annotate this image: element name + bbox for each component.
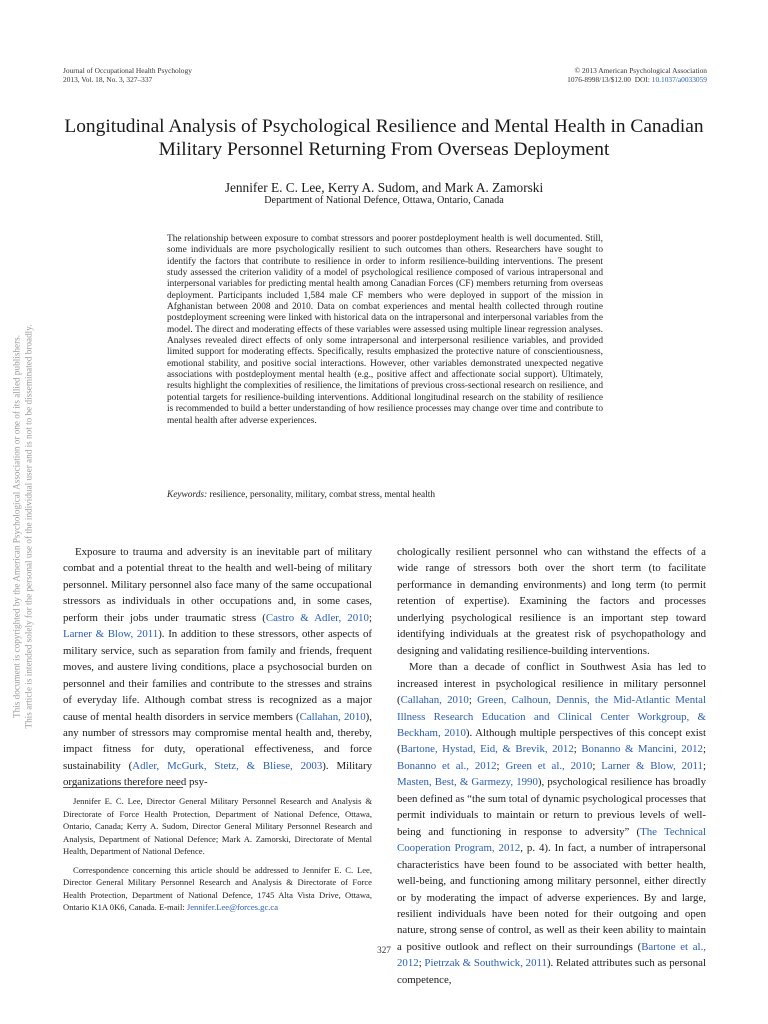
intro-paragraph-1 (63, 544, 372, 791)
author-affiliation: Department of National Defence, Ottawa, Ontario, Canada (264, 195, 504, 206)
citation-link[interactable]: Masten, Best, & Garmezy, 1990 (397, 776, 538, 789)
intro-paragraph-continued: chologically resilient personnel who can withstand the effects of a wide range of stressors both over the short term (to facilitate performance in demanding environments) and long term (to permit retention of expertise). Examining the factors and processes underlying psychological resilience is an important step toward identifying individuals at the greatest risk of psychopathology and designing and validating resilience-building interventions. (397, 546, 706, 657)
citation-link[interactable]: Callahan, 2010 (400, 694, 469, 707)
citation-link[interactable]: The Technical Cooperation Program, 2012 (397, 825, 706, 855)
text-run: ), any number of stressors may compromise mental health and, thereby, impact fitness for duty, operational effectiveness, and force sustainability ( (63, 710, 372, 772)
text-run: ; (496, 759, 506, 772)
citation-link[interactable]: Green et al., 2010 (505, 759, 593, 772)
citation-link[interactable]: Bartone et al., 2012 (397, 940, 706, 970)
issn-price: 1076-8998/13/$12.00 (567, 74, 631, 84)
body-column-left (63, 544, 372, 791)
citation-link[interactable]: Larner & Blow, 2011 (601, 759, 703, 772)
correspondence-text: Correspondence concerning this article should be addressed to Jennifer E. C. Lee, Director General Military Personnel Research and Analysis & Directorate of Force Health Protection, Department of National Defence, 1745 Alta Vista Drive, Ottawa, Ontario K1A 0K6, Canada. E-mail: (63, 864, 372, 912)
copyright-line: © 2013 American Psychological Association (574, 66, 707, 75)
citation-link[interactable]: Pietrzak & Southwick, 2011 (424, 957, 547, 970)
citation-link[interactable]: Castro & Adler, 2010 (265, 611, 369, 624)
body-column-right (397, 544, 706, 988)
citation-link[interactable]: Green, Calhoun, Dennis, the Mid-Atlantic Mental Illness Research Education and Clinical Center Workgroup, & Beckham, 2010 (397, 694, 706, 739)
sidebar-line-2: This article is intended solely for the personal use of the individual user and is not to be disseminated broadly. (23, 324, 33, 729)
article-authors: Jennifer E. C. Lee, Kerry A. Sudom, and Mark A. Zamorski (224, 180, 544, 195)
citation-link[interactable]: Adler, McGurk, Stetz, & Bliese, 2003 (132, 759, 323, 772)
text-run: Exposure to trauma and adversity is an inevitable part of military combat and a potential threat to the health and well-being of military personnel. Military personnel also face many of the same occupational stressors as individuals in other occupations and, in some cases, perform their jobs under traumatic stress ( (63, 546, 372, 624)
keywords-label: Keywords: (167, 490, 208, 500)
doi-link[interactable]: 10.1037/a0033059 (651, 74, 707, 84)
text-run: ), psychological resilience has broadly been defined as “the sum total of dynamic psychological processes that permit individuals to maintain or return to previous levels of well-being and functioning in response to adversity” ( (397, 776, 706, 838)
citation-link[interactable]: Larner & Blow, 2011 (63, 628, 159, 641)
email-link[interactable]: Jennifer.Lee@forces.gc.ca (186, 902, 279, 912)
sidebar-line-1: This document is copyrighted by the American Psychological Association or one of its allied publishers. (11, 335, 22, 718)
doi-label: DOI: (634, 74, 650, 84)
text-run: ). Although multiple perspectives of this concept exist ( (397, 726, 706, 756)
text-run: More than a decade of conflict in Southwest Asia has led to increased interest in psychological resilience in military personnel ( (397, 661, 706, 707)
citation-link[interactable]: Bonanno & Mancini, 2012 (581, 743, 703, 756)
abstract-text: The relationship between exposure to combat stressors and poorer postdeployment health is well documented. Still, some individuals are more psychologically resilient to such outcomes than others. Researchers have sought to identify the factors that contribute to resilience in order to inform resilience-building interventions. The present study assessed the criterion validity of a model of psychological resilience composed of various intrapersonal and interpersonal variables for predicting mental health among Canadian Forces (CF) members returning from overseas deployment. Participants included 1,584 male CF members who were deployed in support of the mission in Afghanistan between 2008 and 2010. Data on combat experiences and mental health collected through routine postdeployment screening were linked with historical data on the intrapersonal and interpersonal variables from the model. The direct and moderating effects of these variables were assessed using multiple linear regression analyses. Analyses revealed direct effects of only some intrapersonal and interpersonal resilience variables, and provided limited support for moderating effects. Specifically, results emphasized the protective nature of conscientiousness, emotional stability, and positive social interactions. However, other variables demonstrated unexpected negative associations with postdeployment mental health (e.g., positive affect and affectionate social support). Ultimately, results highlight the complexities of resilience, the limitations of previous cross-sectional research on resilience, and potential targets for resilience-building interventions. Additional longitudinal research on the stability of resilience is recommended to build a better understanding of how resilience processes may change over time and contribute to mental health after adverse experiences. (167, 234, 603, 426)
text-run: ). Related attributes such as personal competence, (397, 957, 706, 986)
text-run: ). Military organizations therefore need psy- (63, 759, 372, 789)
citation-link[interactable]: Bartone, Hystad, Eid, & Brevik, 2012 (400, 743, 574, 756)
copyright-sidebar-notice (12, 177, 35, 877)
text-run: ). In addition to these stressors, other aspects of military service, such as separation from family and friends, frequent moves, and austere living conditions, place a psychosocial burden on personnel and their families and contribute to the stresses and strains of everyday life. Although combat stress is recognized as a major cause of mental health disorders in service members ( (63, 628, 372, 723)
page-number: 327 (377, 945, 391, 955)
author-footnotes (63, 795, 372, 914)
footnote-divider (63, 787, 183, 788)
correspondence-note (63, 864, 372, 914)
text-run: ; (573, 743, 582, 756)
journal-volume: 2013, Vol. 18, No. 3, 327–337 (63, 74, 153, 84)
journal-header-left (63, 67, 192, 84)
text-run: ; (592, 759, 602, 772)
issn-doi-line (567, 76, 707, 85)
keywords-list: resilience, personality, military, combat stress, mental health (209, 490, 436, 500)
journal-name: Journal of Occupational Health Psychology (63, 66, 192, 75)
text-run: ; (702, 759, 706, 772)
text-run: ; (368, 611, 372, 624)
text-run: ; (418, 957, 425, 970)
text-run: ; (702, 743, 706, 756)
keywords-line (167, 490, 603, 501)
author-note: Jennifer E. C. Lee, Director General Military Personnel Research and Analysis & Directorate of Force Health Protection, Department of National Defence, Ottawa, Ontario, Canada; Kerry A. Sudom, Director General Military Personnel Research and Analysis, Department of National Defence; Mark A. Zamorski, Directorate of Mental Health, Department of National Defence. (63, 796, 372, 856)
journal-header-right (567, 67, 707, 84)
text-run: ; (468, 694, 478, 707)
intro-paragraph-2 (397, 659, 706, 988)
article-title: Longitudinal Analysis of Psychological Resilience and Mental Health in Canadian Military Personnel Returning From Overseas Deployment (64, 116, 704, 160)
text-run: , p. 4). In fact, a number of intrapersonal characteristics have been found to be associated with better health, well-being, and functioning among military personnel, either directly or by moderating the impact of adverse experiences. By and large, resilient individuals have been noted for their outgoing and open nature, strong sense of control, as well as their keen ability to maintain a positive outlook and reflect on their surroundings ( (397, 842, 706, 953)
citation-link[interactable]: Bonanno et al., 2012 (397, 759, 497, 772)
citation-link[interactable]: Callahan, 2010 (299, 710, 366, 723)
